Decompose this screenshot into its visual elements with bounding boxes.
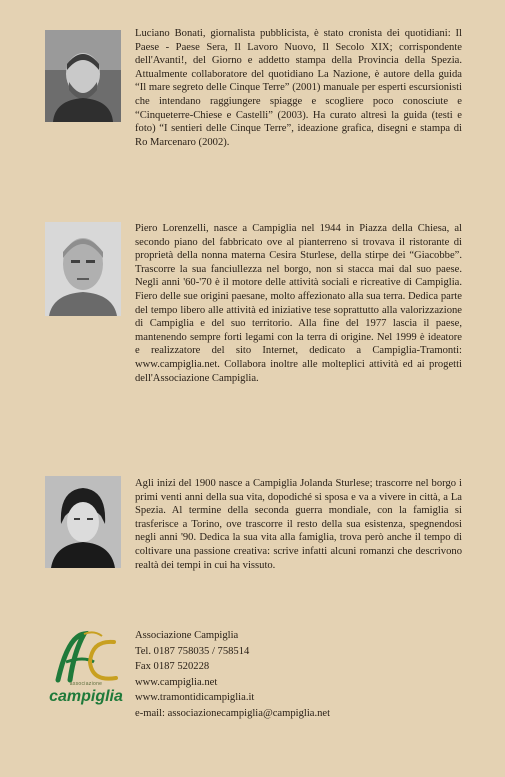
contact-website-1[interactable]: www.campiglia.net [135, 676, 218, 688]
author-photo-piero-lorenzelli [45, 222, 121, 316]
portrait-man-icon [45, 30, 121, 122]
bio-text-piero-lorenzelli: Piero Lorenzelli, nasce a Campiglia nel 1944 in Piazza della Chiesa, al secondo piano del fabbricato ove al pianterreno si trovava il ristorante di proprietà della nonna materna Cesira Sturlese, della stirpe dei “Giacobbe”. Trascorre la sua fanciullezza nel borgo, non si stacca mai dal suo paese. Negli anni '60-'70 è il motore delle attività sociali e ricreative di Campiglia. Fiero delle sue origini paesane, molto affezionato alla sua terra. Dedica parte del tempo libero alle attività ed iniziative tese soprattutto alla valorizzazione di Campiglia e del suo territorio. Alla fine del 1977 lascia il paese, mantenendo sempre forti legami con la terra di origine. Nel 1999 è ideatore e realizzatore del sito Internet, dedicato a Campiglia-Tramonti: www.campiglia.net. Collabora inoltre alle molteplici attività ed ai progetti dell'Associazione Campiglia. [135, 223, 462, 384]
contact-tel: Tel. 0187 758035 / 758514 [135, 645, 250, 657]
bio-text-luciano-bonati: Luciano Bonati, giornalista pubblicista, è stato cronista dei quotidiani: Il Paese - Paese Sera, Il Lavoro Nuovo, Il Secolo XIX; corrispondente dell'Avanti!, del Giorno e addetto stampa della Provincia della Spezia. Attualmente collaboratore del quotidiano La Nazione, è autore della guida “Il mare segreto delle Cinque Terre” (2001) manuale per esperti escursionisti che intendano raggiungere spiagge e scogliere poco conosciute e “Cinqueterre-Chiese e Castelli” (2003). Ha curato altresì la guida (testi e foto) “I sentieri delle Cinque Terre”, ideazione grafica, disegni e stampa di Ro Marcenaro (2002). [135, 28, 462, 148]
contact-website-2[interactable]: www.tramontidicampiglia.it [135, 692, 255, 703]
ac-monogram-icon [44, 628, 128, 688]
contact-name: Associazione Campiglia [135, 630, 239, 641]
logo-wordmark: campiglia [49, 688, 123, 705]
contact-fax: Fax 0187 520228 [135, 661, 210, 672]
author-photo-jolanda-sturlese [45, 476, 121, 568]
portrait-bald-man-icon [45, 222, 121, 316]
bio-text-jolanda-sturlese: Agli inizi del 1900 nasce a Campiglia Jolanda Sturlese; trascorre nel borgo i primi venti anni della sua vita, dopodiché si sposa e va a vivere in città, a La Spezia. Al termine della seconda guerra mondiale, con la famiglia si trasferisce a Torino, ove trascorre il resto della sua esistenza, spegnendosi negli anni '90. Dedica la sua vita alla famiglia, trova però anche il tempo di coltivare una passione creativa: scrive infatti alcuni romanzi che descrivono realtà dei tempi in cui ha vissuto. [135, 478, 462, 571]
author-photo-luciano-bonati [45, 30, 121, 122]
logo-small-text: associazione [69, 681, 103, 687]
associazione-campiglia-logo [44, 628, 128, 710]
contact-email[interactable]: e-mail: associazionecampiglia@campiglia.net [135, 707, 331, 719]
contact-block [135, 628, 465, 721]
portrait-woman-icon [45, 476, 121, 568]
